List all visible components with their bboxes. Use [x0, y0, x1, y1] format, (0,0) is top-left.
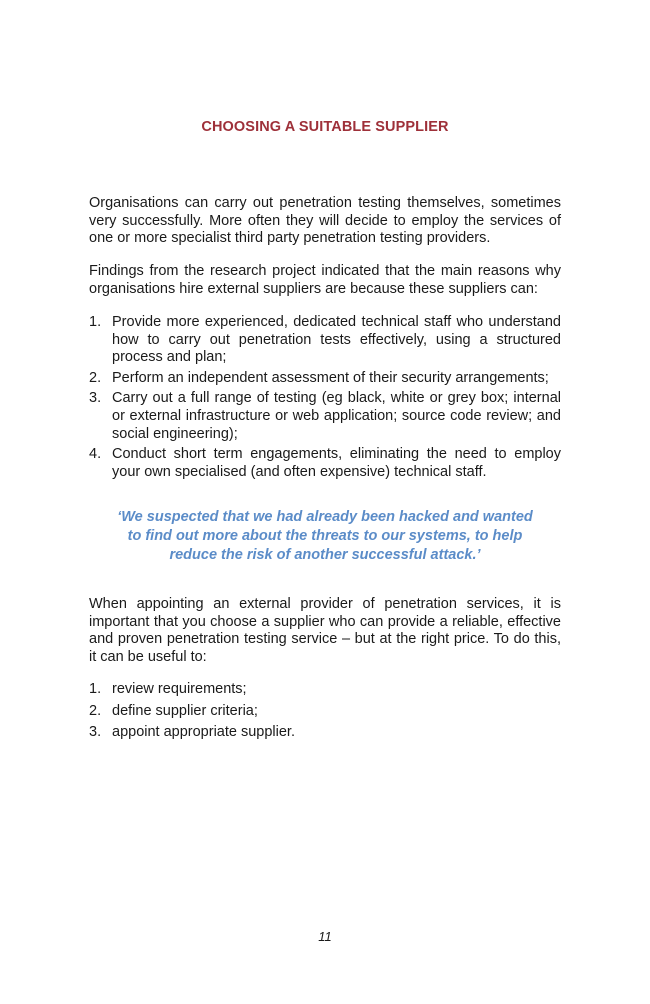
appointing-paragraph: When appointing an external provider of penetration services, it is important that you choose a supplier who can provide a reliable, effective and proven penetration testing service – but at the right price. To do this, it can be useful to: [89, 596, 561, 665]
list-item [89, 446, 561, 481]
findings-section [89, 263, 561, 298]
quote-line: ‘We suspected that we had already been hacked and wanted [117, 509, 533, 525]
list-item-number: 2. [89, 702, 102, 719]
findings-paragraph: Findings from the research project indicated that the main reasons why organisations hire external suppliers are because these suppliers can: [89, 263, 561, 297]
list-item [89, 724, 561, 742]
page-number: 11 [318, 929, 332, 944]
page-title: CHOOSING A SUITABLE SUPPLIER [201, 119, 449, 135]
reasons-section [89, 314, 561, 481]
list-item [89, 703, 561, 721]
list-item-number: 3. [89, 390, 102, 407]
list-item-number: 1. [89, 314, 102, 330]
steps-section [89, 681, 561, 742]
list-item-number: 3. [89, 724, 102, 741]
pull-quote [90, 508, 560, 565]
quote-line: reduce the risk of another successful attack.’ [169, 547, 481, 563]
list-item-number: 2. [89, 369, 102, 386]
list-item-text: Provide more experienced, dedicated technical staff who understand how to carry out penetration tests effectively, using a structured process and plan; [112, 314, 561, 366]
list-item-text: Carry out a full range of testing (eg black, white or grey box; internal or external infrastructure or web application; source code review; and social engineering); [112, 390, 561, 442]
quote-line: to find out more about the threats to our systems, to help [127, 528, 523, 544]
list-item-text: Conduct short term engagements, eliminating the need to employ your own specialised (and often expensive) technical staff. [112, 446, 561, 480]
list-item [89, 314, 561, 367]
list-item-text: review requirements; [112, 681, 247, 697]
intro-section [89, 195, 561, 248]
appointing-section [89, 596, 561, 666]
list-item-number: 1. [89, 681, 102, 697]
intro-paragraph: Organisations can carry out penetration testing themselves, sometimes very successfully. More often they will decide to employ the services of one or more specialist third party penetration testing providers. [89, 195, 561, 247]
list-item-number: 4. [89, 446, 102, 463]
steps-list [89, 681, 561, 742]
reasons-list [89, 314, 561, 481]
list-item [89, 390, 561, 443]
list-item [89, 370, 561, 388]
list-item-text: Perform an independent assessment of their security arrangements; [112, 369, 549, 386]
list-item [89, 681, 561, 699]
list-item-text: define supplier criteria; [112, 702, 258, 719]
list-item-text: appoint appropriate supplier. [112, 724, 295, 741]
